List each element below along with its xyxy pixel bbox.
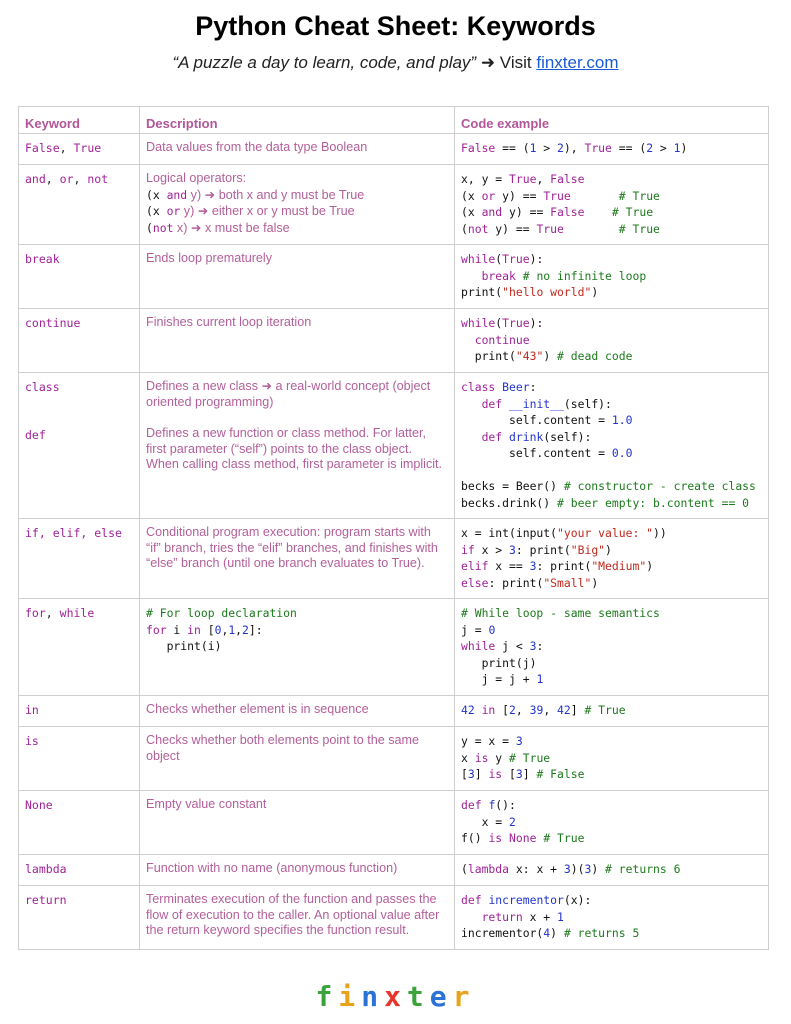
table-row bbox=[19, 855, 769, 886]
code-cell: # While loop - same semantics j = 0 while j < 3: print(j) j = j + 1 bbox=[455, 599, 769, 696]
keyword-cell: and, or, not bbox=[19, 165, 140, 245]
description-cell: Empty value constant bbox=[140, 791, 455, 855]
description-cell: Finishes current loop iteration bbox=[140, 309, 455, 373]
table-row bbox=[19, 245, 769, 309]
keyword-cell: in bbox=[19, 696, 140, 727]
code-cell: False == (1 > 2), True == (2 > 1) bbox=[455, 134, 769, 165]
description-cell: Checks whether both elements point to the same object bbox=[140, 727, 455, 791]
table-header-row bbox=[19, 107, 769, 134]
keyword-cell: for, while bbox=[19, 599, 140, 696]
table-row bbox=[19, 309, 769, 373]
code-cell: class Beer: def __init__(self): self.content = 1.0 def drink(self): self.content = 0.0 becks = Beer() # constructor - create class becks.drink() # beer empty: b.content == 0 bbox=[455, 373, 769, 519]
description-cell: Terminates execution of the function and passes the flow of execution to the caller. An optional value after the return keyword specifies the function result. bbox=[140, 886, 455, 950]
table-row bbox=[19, 696, 769, 727]
table-row bbox=[19, 727, 769, 791]
subtitle bbox=[0, 52, 791, 74]
col-description: Description bbox=[140, 107, 455, 134]
description-cell: Function with no name (anonymous function) bbox=[140, 855, 455, 886]
description-cell: Ends loop prematurely bbox=[140, 245, 455, 309]
col-keyword: Keyword bbox=[19, 107, 140, 134]
finxter-logo: finxter bbox=[315, 980, 476, 1013]
keyword-cell: continue bbox=[19, 309, 140, 373]
code-cell: x, y = True, False (x or y) == True # True (x and y) == False # True (not y) == True # True bbox=[455, 165, 769, 245]
code-cell: # For loop declaration for i in [0,1,2]: print(i) bbox=[140, 599, 455, 696]
table-row bbox=[19, 886, 769, 950]
col-code: Code example bbox=[455, 107, 769, 134]
description-cell: Checks whether element is in sequence bbox=[140, 696, 455, 727]
code-cell: def f(): x = 2 f() is None # True bbox=[455, 791, 769, 855]
keyword-cell: if, elif, else bbox=[19, 519, 140, 599]
keyword-cell: return bbox=[19, 886, 140, 950]
code-cell: 42 in [2, 39, 42] # True bbox=[455, 696, 769, 727]
code-cell: while(True): break # no infinite loop print("hello world") bbox=[455, 245, 769, 309]
code-cell: def incrementor(x): return x + 1 incrementor(4) # returns 5 bbox=[455, 886, 769, 950]
code-cell: y = x = 3 x is y # True [3] is [3] # False bbox=[455, 727, 769, 791]
description-cell: Data values from the data type Boolean bbox=[140, 134, 455, 165]
keyword-cell: break bbox=[19, 245, 140, 309]
table-row bbox=[19, 791, 769, 855]
table-row bbox=[19, 519, 769, 599]
keyword-cell: is bbox=[19, 727, 140, 791]
visit-text: ➜ Visit bbox=[476, 53, 537, 72]
code-cell: (lambda x: x + 3)(3) # returns 6 bbox=[455, 855, 769, 886]
code-cell: x = int(input("your value: ")) if x > 3: print("Big") elif x == 3: print("Medium") else: print("Small") bbox=[455, 519, 769, 599]
tagline: “A puzzle a day to learn, code, and play” bbox=[172, 53, 477, 72]
keyword-cell: False, True bbox=[19, 134, 140, 165]
description-cell: Defines a new class ➜ a real-world concept (object oriented programming) Defines a new function or class method. For latter, first parameter (“self”) points to the class object. When calling class method, first parameter is implicit. bbox=[140, 373, 455, 519]
description-cell: Conditional program execution: program starts with “if” branch, tries the “elif” branches, and finishes with “else” branch (until one branch evaluates to True). bbox=[140, 519, 455, 599]
header bbox=[0, 0, 791, 74]
table-row bbox=[19, 599, 769, 696]
keyword-cell: None bbox=[19, 791, 140, 855]
table-row bbox=[19, 373, 769, 519]
keywords-table bbox=[18, 106, 769, 950]
code-cell: while(True): continue print("43") # dead code bbox=[455, 309, 769, 373]
table-row bbox=[19, 134, 769, 165]
description-cell: Logical operators: (x and y) ➜ both x and y must be True (x or y) ➜ either x or y must be True (not x) ➜ x must be false bbox=[140, 165, 455, 245]
keyword-cell: lambda bbox=[19, 855, 140, 886]
keyword-cell: class def bbox=[19, 373, 140, 519]
finxter-link[interactable]: finxter.com bbox=[536, 53, 619, 72]
table-row bbox=[19, 165, 769, 245]
page-title: Python Cheat Sheet: Keywords bbox=[195, 11, 596, 41]
